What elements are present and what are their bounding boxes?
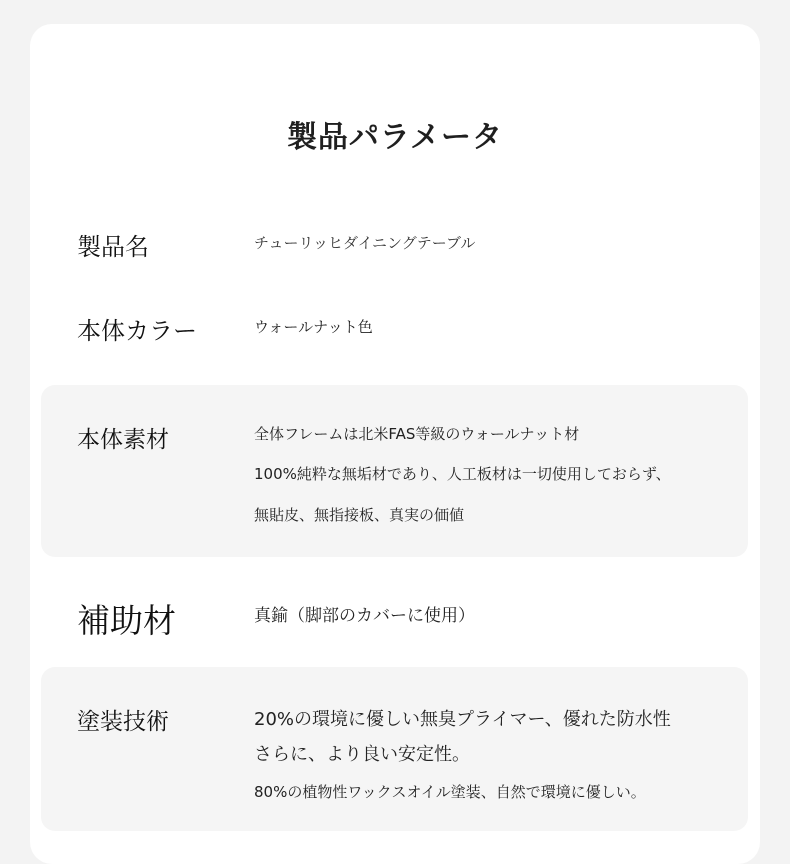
row-label-coating-technology: 塗装技術 [77,709,169,735]
row-value-line-2: 100%純粋な無垢材であり、人工板材は一切使用しておらず、 [254,465,671,483]
row-body-material [41,385,748,557]
row-value-auxiliary-material: 真鍮（脚部のカバーに使用） [254,606,475,626]
row-coating-technology [41,667,748,831]
row-value-line-2: さらに、より良い安定性。 [254,744,470,765]
row-value-line-3: 無貼皮、無指接板、真実の価値 [254,506,465,524]
row-value-line-1: 全体フレームは北米FAS等級のウォールナット材 [254,425,580,443]
row-label-body-color: 本体カラー [77,317,197,345]
row-value-product-name: チューリッヒダイニングテーブル [254,234,476,252]
row-value-line-1: 20%の環境に優しい無臭プライマー、優れた防水性 [254,709,671,730]
row-value-body-color: ウォールナット色 [254,318,373,336]
row-label-body-material: 本体素材 [77,427,169,453]
row-label-auxiliary-material: 補助材 [77,601,176,640]
page-title: 製品パラメータ [286,120,504,155]
row-label-product-name: 製品名 [77,233,149,261]
row-value-line-3: 80%の植物性ワックスオイル塗装、自然で環境に優しい。 [254,783,646,801]
